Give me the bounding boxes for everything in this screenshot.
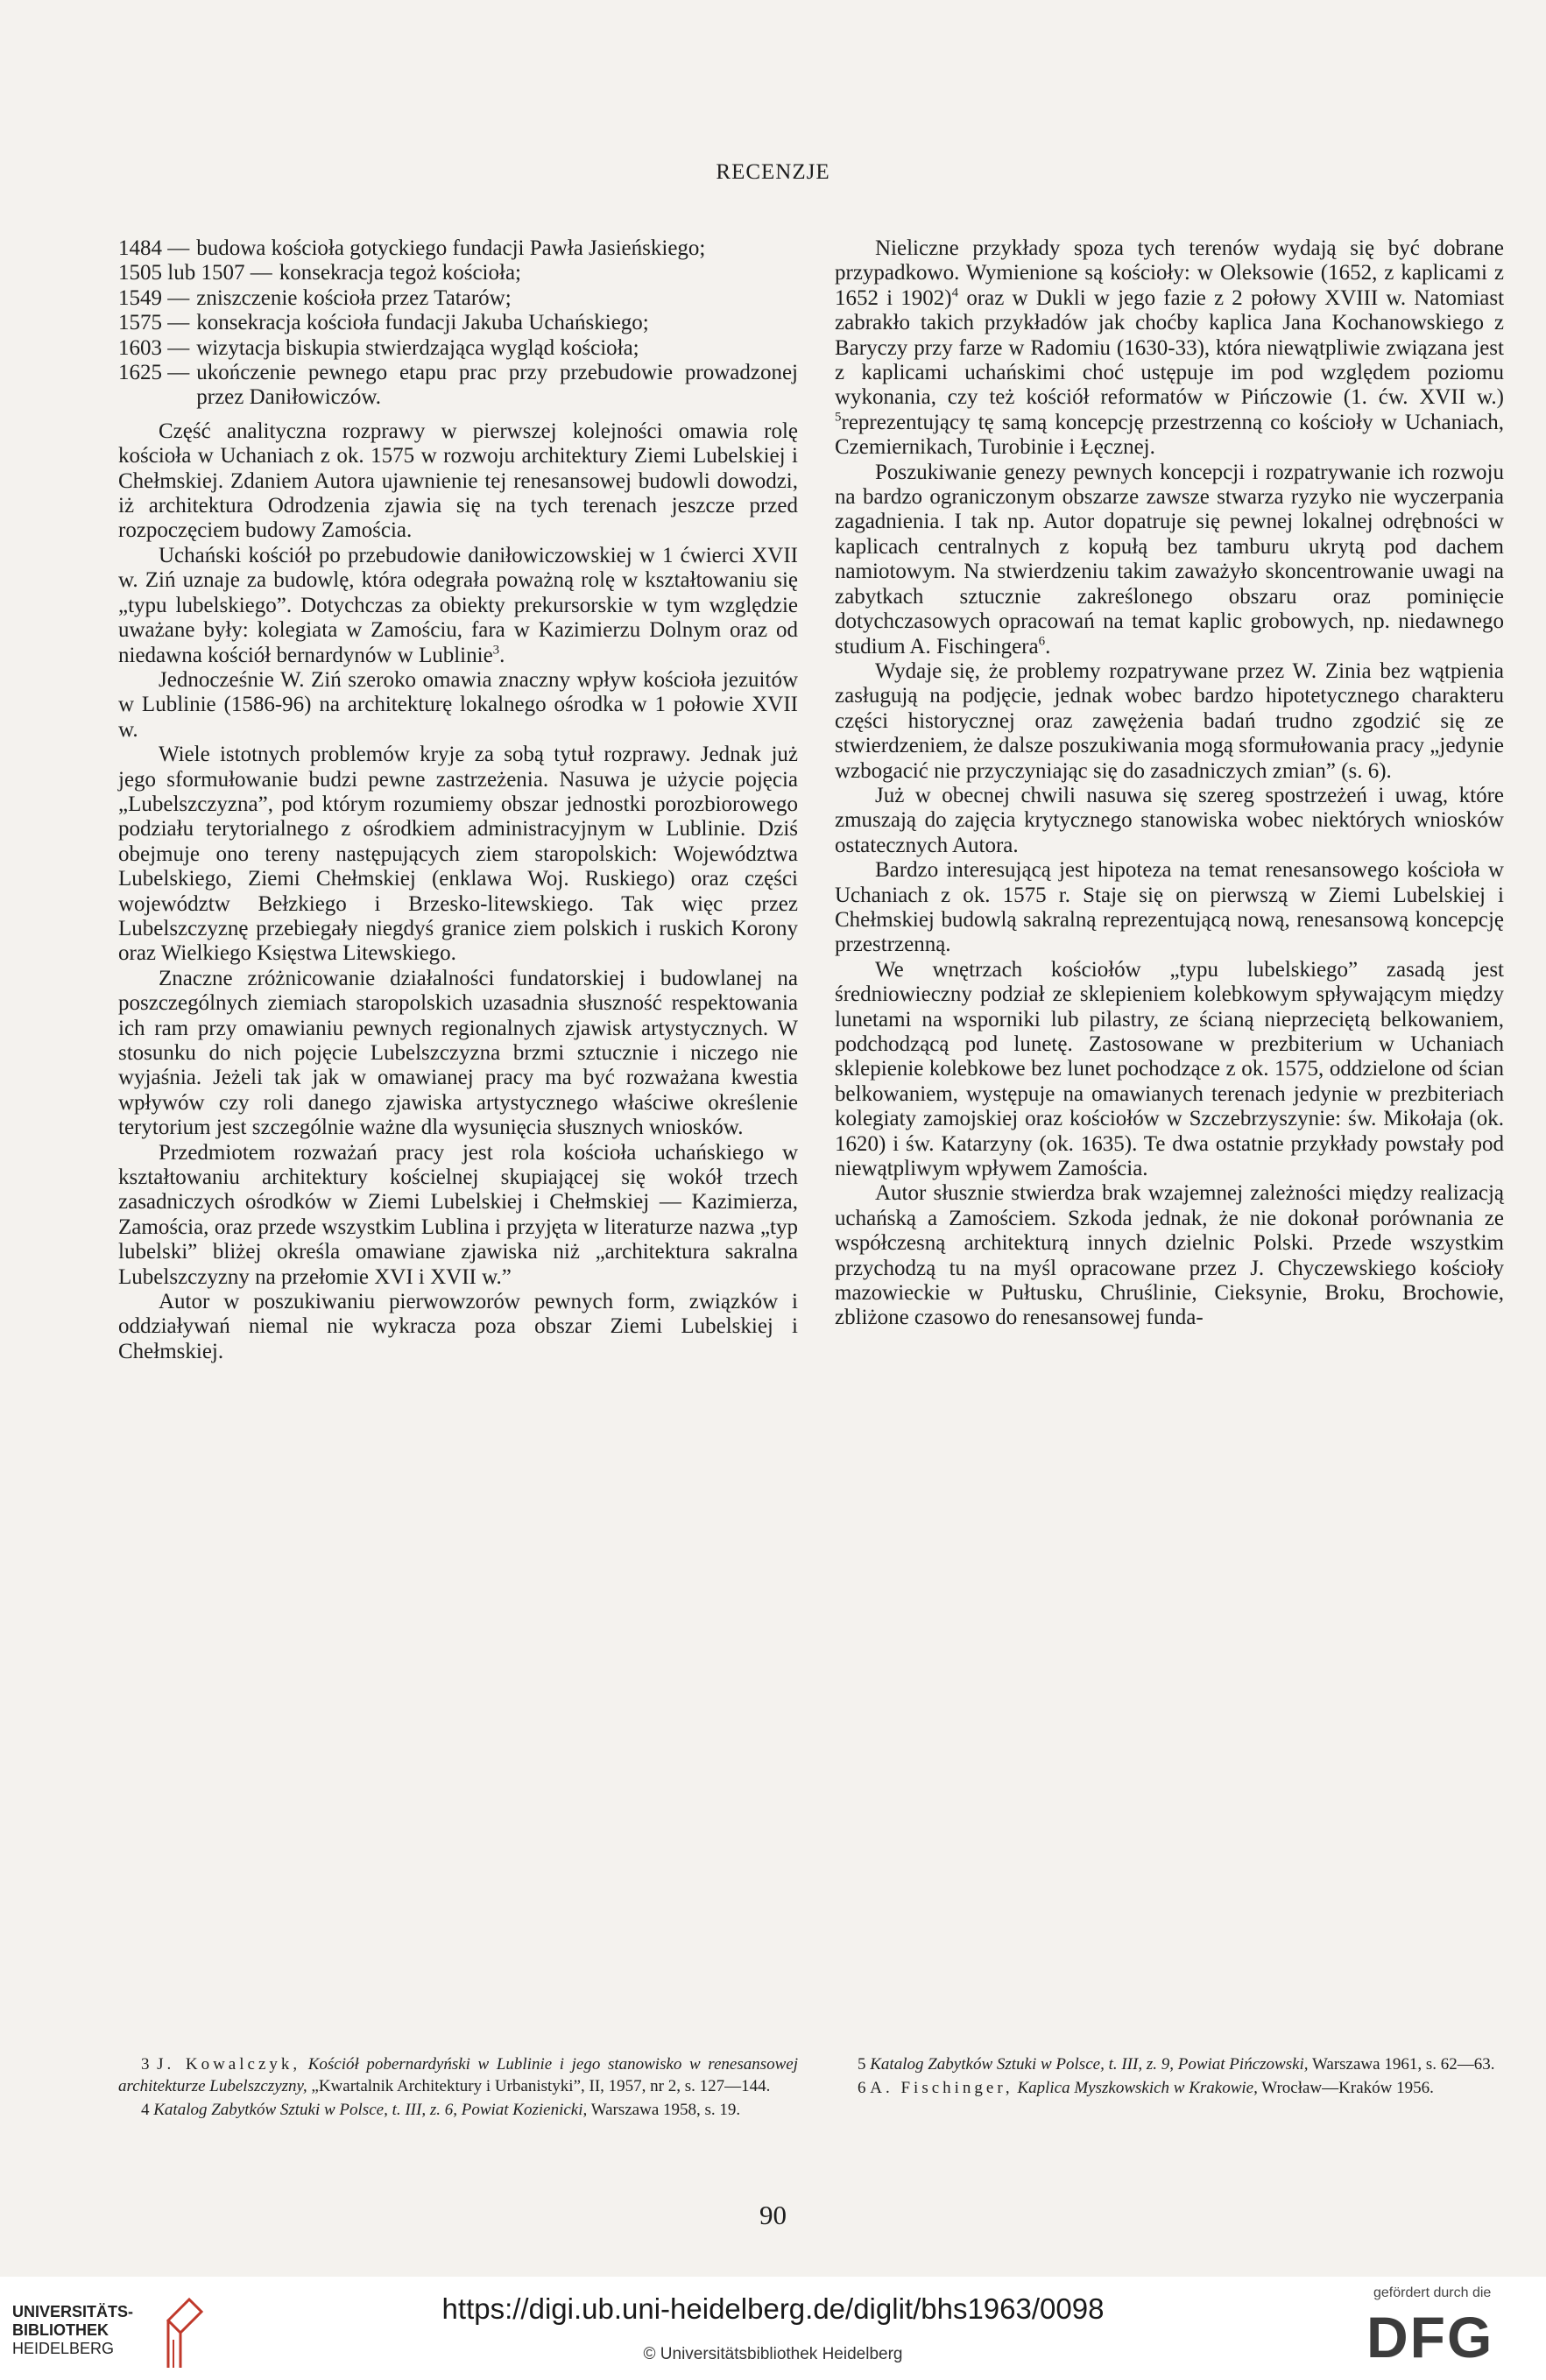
body-paragraph <box>835 236 1504 461</box>
chronology-entry <box>118 361 798 411</box>
footnote-title: Katalog Zabytków Sztuki w Polsce, t. III, z. 6, Powiat Kozienicki, <box>153 2101 588 2119</box>
copyright-notice: © Universitätsbibliothek Heidelberg <box>643 2345 903 2363</box>
chronology-text: budowa kościoła gotyckiego fundacji Pawła Jasieńskiego; <box>196 236 706 260</box>
paragraph-text: oraz w Dukli w jego fazie z 2 połowy XVIII w. Natomiast zabrakło takich przykładów jak choćby kaplica Jana Kochanowskiego z Baryczy przy farze w Radomiu (1630-33), która niewątpliwie związana jest z kaplicami uchańskimi choć ustępuje im pod względem poziomu wykonania, czy też kościół reformatów w Pińczowie (1. ćw. XVII w.) <box>835 285 1505 410</box>
paragraph-text: Nieliczne przykłady spoza tych terenów wydają się być dobrane przypadkowo. Wymienione są kościoły: w Oleksowie (1652, z kaplicami z 1652 i 1902) <box>835 236 1504 310</box>
chronology-year: 1505 lub 1507 — <box>118 261 272 285</box>
footnote-title: Kaplica Myszkowskich w Krakowie, <box>1017 2079 1258 2097</box>
chronology-text: konsekracja kościoła fundacji Jakuba Uchańskiego; <box>196 311 649 335</box>
footnote-author: A. Fischinger, <box>870 2079 1013 2097</box>
footnote-number: 3 <box>141 2055 150 2074</box>
right-column <box>835 236 1504 1331</box>
footnote-title: Kościół pobernardyński w Lublinie i jego stanowisko w renesansowej architekturze Lubelszczyzny, <box>118 2055 799 2095</box>
footnote-number: 5 <box>858 2055 866 2074</box>
chronology-entry <box>118 236 798 261</box>
paragraph-text: Uchański kościół po przebudowie daniłowiczowskiej w 1 ćwierci XVII w. Ziń uznaje za budowlę, która odegrała poważną rolę w kształtowaniu się „typu lubelskiego”. Dotychczas za obiekty prekursorskie w tym względzie uważane były: kolegiata w Zamościu, fara w Kazimierzu Dolnym oraz od niedawna kościół bernardynów w Lublinie <box>118 543 798 667</box>
body-paragraph: We wnętrzach kościołów „typu lubelskiego” zasadą jest średniowieczny podział ze sklepieniem kolebkowym spływającym między lunetami na wsporniki lub pilastry, ze ścianą nieprzeciętą belkowaniem, podchodzącą pod lunetę. Zastosowane w prezbiterium w Uchaniach sklepienie kolebkowe bez lunet pochodzące z ok. 1575, oddzielone od ścian belkowaniem, występuje na omawianych terenach jedynie w prezbiteriach kolegiaty zamojskiej oraz kościołów w Szczebrzyszynie: św. Mikołaja (ok. 1620) i św. Katarzyny (ok. 1635). Te dwa ostatnie przykłady powstały pod niewątpliwym wpływem Zamościa. <box>835 957 1504 1181</box>
library-name-line: HEIDELBERG <box>12 2340 115 2357</box>
footnote-ref: 5 <box>835 410 842 425</box>
chronology-year: 1484 — <box>118 236 190 260</box>
footer-bar <box>0 2277 1546 2380</box>
footnote-details: Warszawa 1958, s. 19. <box>590 2101 741 2119</box>
footnote-author: J. Kowalczyk, <box>157 2055 301 2074</box>
page-number: 90 <box>759 2200 787 2230</box>
chronology-year: 1603 — <box>118 335 190 360</box>
chronology-entry <box>118 261 798 285</box>
chronology-text: ukończenie pewnego etapu prac przy przebudowie prowadzonej przez Daniłowiczów. <box>196 361 798 410</box>
footnote-details: Wrocław—Kraków 1956. <box>1261 2079 1434 2097</box>
left-column <box>118 236 798 1364</box>
body-paragraph: Już w obecnej chwili nasuwa się szereg spostrzeżeń i uwag, które zmuszają do zajęcia krytycznego stanowiska wobec niektórych wniosków ostatecznych Autora. <box>835 783 1504 857</box>
footnotes-right <box>835 2053 1504 2101</box>
chronology-year: 1549 — <box>118 285 190 310</box>
footnote-ref: 6 <box>1038 634 1046 649</box>
source-url-link[interactable]: https://digi.ub.uni-heidelberg.de/diglit/bhs1963/0098 <box>441 2292 1105 2325</box>
chronology-year: 1625 — <box>118 361 190 385</box>
body-paragraph: Przedmiotem rozważań pracy jest rola kościoła uchańskiego w kształtowaniu architektury kościelnej skupiającej się wokół trzech zasadniczych ośrodków w Ziemi Lubelskiej i Chełmskiej — Kazimierza, Zamościa, oraz przede wszystkim Lublina i przyjęta w literaturze nazwa „typ lubelski” bliżej określa omawiane zjawiska niż „architektura sakralna Lubelszczyzny na przełomie XVI i XVII w.” <box>118 1140 798 1289</box>
chronology-entry <box>118 336 798 361</box>
footnote <box>118 2099 798 2121</box>
dfg-logo-icon <box>1349 2305 1515 2366</box>
library-name-line: BIBLIOTHEK <box>12 2321 109 2339</box>
body-paragraph: Autor słusznie stwierdza brak wzajemnej zależności między realizacją uchańską a Zamościem. Szkoda jednak, że nie dokonał porównania ze współczesną architekturą innych dzielnic Polski. Przede wszystkim przychodzą tu na myśl opracowane przez J. Chyczewskiego kościoły mazowieckie w Pułtusku, Chruślinie, Cieksynie, Broku, Brochowie, zbliżone czasowo do renesansowej funda- <box>835 1181 1504 1330</box>
body-paragraph: Poszukiwanie genezy pewnych koncepcji i rozpatrywanie ich rozwoju na bardzo ograniczonym obszarze zawsze stwarza ryzyko nie wyczerpania zagadnienia. I tak np. Autor dopatruje się pewnej lokalnej odrębności w kaplicach centralnych z kopułą bez tamburu ukrytą pod dachem namiotowym. Na stwierdzeniu takim zaważyło skoncentrowanie uwagi na zabytkach sztucznie zakreślonego obszaru oraz pominięcie dotychczasowych opracowań na temat kaplic grobowych, np. niedawnego studium A. Fischingera$^6$. <box>835 460 1504 658</box>
chronology-text: zniszczenie kościoła przez Tatarów; <box>196 285 512 310</box>
library-name-line: UNIVERSITÄTS- <box>12 2303 134 2320</box>
footnote-details: Warszawa 1961, s. 62—63. <box>1311 2055 1495 2074</box>
body-paragraph: Część analityczna rozprawy w pierwszej kolejności omawia rolę kościoła w Uchaniach z ok. 1575 w rozwoju architektury Ziemi Lubelskiej i Chełmskiej. Zdaniem Autora ujawnienie tej renesansowej budowli dowodzi, iż architektura Odrodzenia zjawia się na tych terenach jeszcze przed rozpoczęciem budowy Zamościa. <box>118 419 798 543</box>
body-paragraph: Autor w poszukiwaniu pierwowzorów pewnych form, związków i oddziaływań niemal nie wykracza poza obszar Ziemi Lubelskiej i Chełmskiej. <box>118 1290 798 1363</box>
footnotes-left <box>118 2053 798 2123</box>
footnote-title: Katalog Zabytków Sztuki w Polsce, t. III, z. 9, Powiat Pińczowski, <box>870 2055 1309 2074</box>
chronology-year: 1575 — <box>118 311 190 335</box>
chronology-entry <box>118 311 798 335</box>
chronology-entry <box>118 286 798 311</box>
footnote-number: 6 <box>858 2079 866 2097</box>
footnote <box>835 2053 1504 2075</box>
funder-block[interactable] <box>1349 2285 1524 2366</box>
body-paragraph: Jednocześnie W. Ziń szeroko omawia znaczny wpływ kościoła jezuitów w Lublinie (1586-96) na architekturę lokalnego ośrodka w 1 połowie XVII w. <box>118 667 798 742</box>
footnote-ref: 4 <box>951 285 959 300</box>
footnote <box>835 2077 1504 2099</box>
body-paragraph: Wiele istotnych problemów kryje za sobą tytuł rozprawy. Jednak już jego sformułowanie budzi pewne zastrzeżenia. Nasuwa je użycie pojęcia „Lubelszczyzna”, pod którym rozumiemy obszar jednostki porozbiorowego podziału terytorialnego z ośrodkiem administracyjnym w Lublinie. Dziś obejmuje ono tereny następujących ziem staropolskich: Województwa Lubelskiego, Ziemi Chełmskiej (enklawa Woj. Ruskiego) oraz części województw Bełzkiego i Brzesko-litewskiego. Tak więc przez Lubelszczyznę przebiegały niegdyś granice ziem polskich i ruskich Korony oraz Wielkiego Księstwa Litewskiego. <box>118 743 798 966</box>
footnote-details: „Kwartalnik Architektury i Urbanistyki”, II, 1957, nr 2, s. 127—144. <box>311 2077 771 2095</box>
footnote-number: 4 <box>141 2101 150 2119</box>
funder-label: gefördert durch die <box>1373 2285 1492 2300</box>
dfg-logo-text: DFG <box>1366 2305 1494 2366</box>
body-paragraph: Znaczne zróżnicowanie działalności fundatorskiej i budowlanej na poszczególnych ziemiach staropolskich uzasadnia słuszność respektowania ich ram przy omawianiu pewnych regionalnych zjawisk artystycznych. W stosunku do nich pojęcie Lubelszczyzna brzmi sztucznie i niczego nie wyjaśnia. Jeżeli tak jak w omawianej pracy ma być rozważana kwestia wpływów czy roli danego zjawiska artystycznego właściwe określenie terytorium jest szczególnie ważne dla wysunięcia słusznych wniosków. <box>118 966 798 1140</box>
paragraph-text: reprezentujący tę samą koncepcję przestrzenną co kościoły w Uchaniach, Czemiernikach, Turobinie i Łęcznej. <box>835 410 1504 460</box>
footnote-ref: 3 <box>492 643 500 658</box>
chronology-text: wizytacja biskupia stwierdzająca wygląd kościoła; <box>196 335 639 360</box>
chronology-text: konsekracja tegoż kościoła; <box>279 261 521 285</box>
body-paragraph: Bardzo interesującą jest hipoteza na temat renesansowego kościoła w Uchaniach z ok. 1575 r. Staje się on pierwszą w Ziemi Lubelskiej i Chełmskiej budowlą sakralną reprezentującą nową, renesansową koncepcję przestrzenną. <box>835 858 1504 957</box>
body-paragraph: Uchański kościół po przebudowie daniłowiczowskiej w 1 ćwierci XVII w. Ziń uznaje za budowlę, która odegrała poważną rolę w kształtowaniu się „typu lubelskiego”. Dotychczas za obiekty prekursorskie w tym względzie uważane były: kolegiata w Zamościu, fara w Kazimierzu Dolnym oraz od niedawna kościół bernardynów w Lublinie$^3$. <box>118 543 798 667</box>
footnote <box>118 2053 798 2097</box>
paragraph-text: Poszukiwanie genezy pewnych koncepcji i rozpatrywanie ich rozwoju na bardzo ograniczonym obszarze zawsze stwarza ryzyko nie wyczerpania zagadnienia. I tak np. Autor dopatruje się pewnej lokalnej odrębności w kaplicach centralnych z kopułą bez tamburu ukrytą pod dachem namiotowym. Na stwierdzeniu takim zaważyło skoncentrowanie uwagi na zabytkach sztucznie zakreślonego obszaru oraz pominięcie dotychczasowych opracowań na temat kaplic grobowych, np. niedawnego studium A. Fischingera <box>835 460 1504 658</box>
body-paragraph: Wydaje się, że problemy rozpatrywane przez W. Zinia bez wątpienia zasługują na podjęcie, jednak wobec bardzo hipotetycznego charakteru części historycznej oraz zawężenia badań trudno zgodzić się ze stwierdzeniem, że dalsze poszukiwania mogą sformułowania pracy „jedynie wzbogacić nie przyczyniając się do zasadniczych zmian” (s. 6). <box>835 658 1504 783</box>
chronology-list <box>118 236 798 411</box>
running-head: RECENZJE <box>716 160 830 184</box>
